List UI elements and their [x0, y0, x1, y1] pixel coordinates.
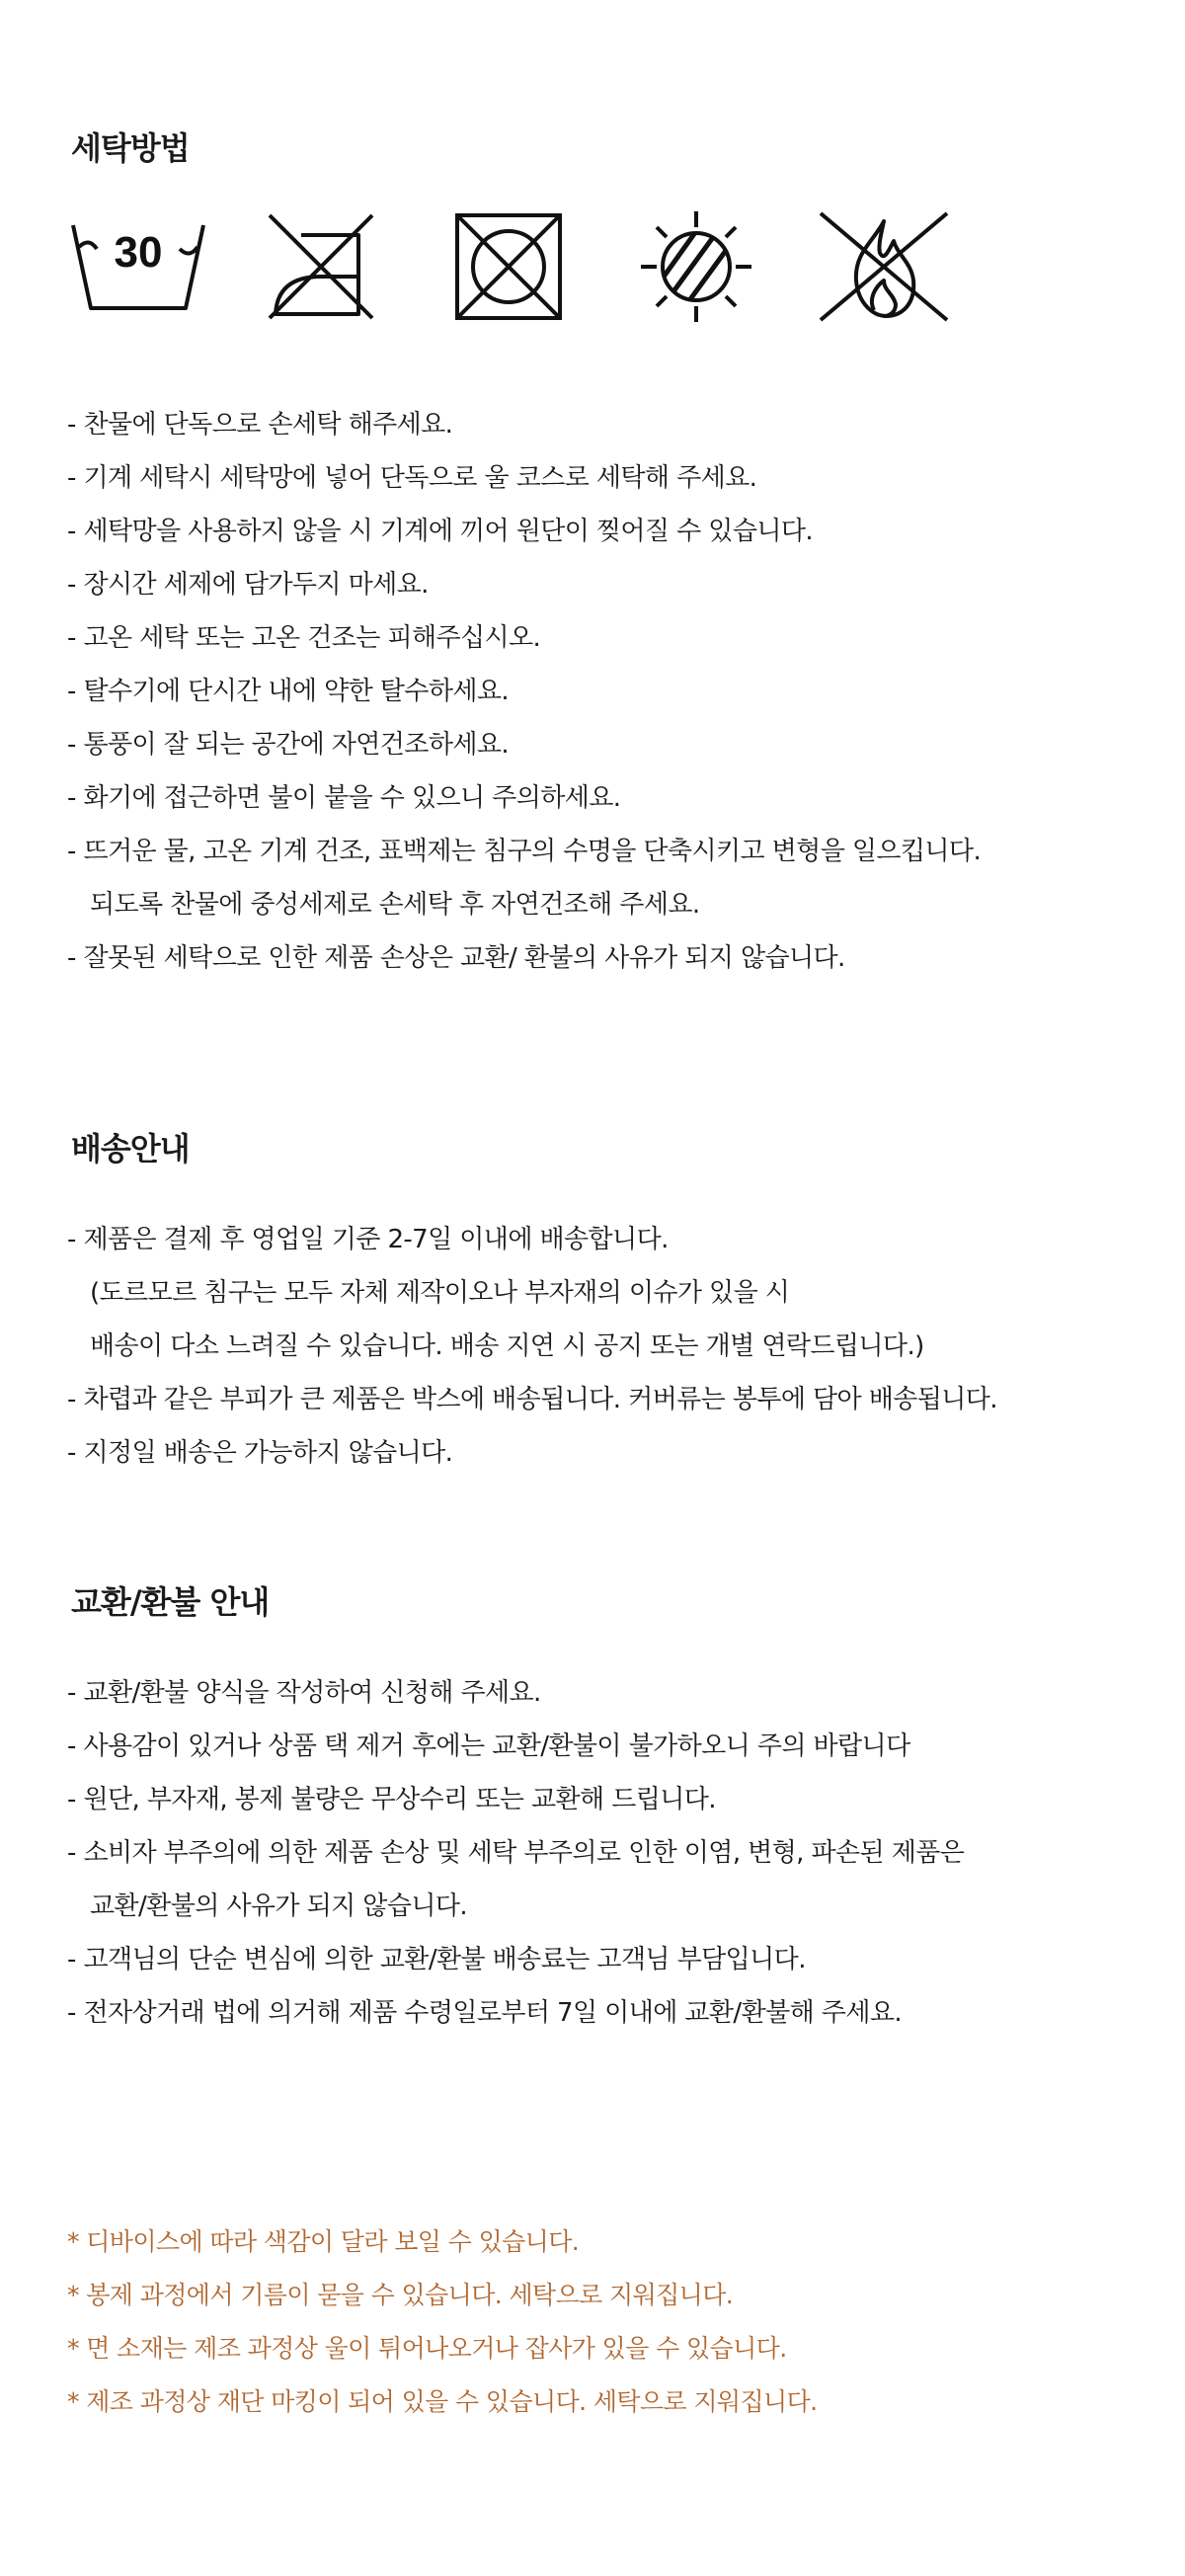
washing-line: 되도록 찬물에 중성세제로 손세탁 후 자연건조해 주세요.: [67, 890, 700, 920]
note-line: * 제조 과정상 재단 마킹이 되어 있을 수 있습니다. 세탁으로 지워집니다.: [67, 2387, 818, 2416]
shipping-line: (도르모르 침구는 모두 자체 제작이오나 부자재의 이슈가 있을 시: [67, 1278, 790, 1308]
washing-line: - 기계 세탁시 세탁망에 넣어 단독으로 울 코스로 세탁해 주세요.: [67, 463, 757, 493]
note-line: * 봉제 과정에서 기름이 묻을 수 있습니다. 세탁으로 지워집니다.: [67, 2281, 734, 2309]
no-dryclean-icon: [449, 207, 568, 326]
care-icons: [69, 207, 958, 336]
no-direct-sun-icon: [637, 207, 755, 326]
washing-line: - 뜨거운 물, 고온 기계 건조, 표백제는 침구의 수명을 단축시키고 변형을 일으킵니다.: [67, 837, 982, 866]
washing-line: - 탈수기에 단시간 내에 약한 탈수하세요.: [67, 677, 510, 706]
washing-instructions: [67, 398, 981, 985]
exchange-line: - 전자상거래 법에 의거해 제품 수령일로부터 7일 이내에 교환/환불해 주세요.: [67, 1998, 903, 2028]
washing-line: - 세탁망을 사용하지 않을 시 기계에 끼어 원단이 찢어질 수 있습니다.: [67, 517, 814, 546]
exchange-line: - 사용감이 있거나 상품 택 제거 후에는 교환/환불이 불가하오니 주의 바랍니다: [67, 1731, 910, 1761]
shipping-line: - 차렵과 같은 부피가 큰 제품은 박스에 배송됩니다. 커버류는 봉투에 담아 배송됩니다.: [67, 1385, 997, 1414]
washing-line: - 통풍이 잘 되는 공간에 자연건조하세요.: [67, 730, 510, 760]
exchange-line: 교환/환불의 사유가 되지 않습니다.: [67, 1892, 468, 1921]
shipping-line: 배송이 다소 느려질 수 있습니다. 배송 지연 시 공지 또는 개별 연락드립니다.): [67, 1331, 924, 1361]
washing-line: - 찬물에 단독으로 손세탁 해주세요.: [67, 410, 453, 440]
washing-line: - 화기에 접근하면 불이 붙을 수 있으니 주의하세요.: [67, 783, 621, 813]
no-fire-icon: [815, 207, 953, 326]
exchange-title: 교환/환불 안내: [71, 1583, 270, 1621]
washing-line: - 고온 세탁 또는 고온 건조는 피해주십시오.: [67, 623, 541, 653]
note-line: * 디바이스에 따라 색감이 달라 보일 수 있습니다.: [67, 2227, 580, 2256]
product-notes: [67, 2215, 817, 2429]
shipping-line: - 제품은 결제 후 영업일 기준 2-7일 이내에 배송합니다.: [67, 1225, 669, 1254]
shipping-line: - 지정일 배송은 가능하지 않습니다.: [67, 1438, 453, 1468]
washing-line: - 장시간 세제에 담가두지 마세요.: [67, 570, 429, 600]
shipping-info: [67, 1213, 997, 1480]
note-line: * 면 소재는 제조 과정상 울이 튀어나오거나 잡사가 있을 수 있습니다.: [67, 2334, 787, 2363]
washing-title: 세탁방법: [71, 129, 190, 167]
exchange-line: - 고객님의 단순 변심에 의한 교환/환불 배송료는 고객님 부담입니다.: [67, 1945, 806, 1974]
exchange-line: - 원단, 부자재, 봉제 불량은 무상수리 또는 교환해 드립니다.: [67, 1785, 716, 1814]
exchange-line: - 교환/환불 양식을 작성하여 신청해 주세요.: [67, 1678, 541, 1708]
shipping-title: 배송안내: [71, 1130, 190, 1167]
exchange-line: - 소비자 부주의에 의한 제품 손상 및 세탁 부주의로 인한 이염, 변형, 파손된 제품은: [67, 1838, 965, 1868]
hand-wash-30-label: 30: [114, 228, 163, 277]
exchange-info: [67, 1666, 964, 2040]
no-tumble-dry-icon: [262, 207, 380, 326]
hand-wash-30-icon: [69, 207, 207, 316]
washing-line: - 잘못된 세탁으로 인한 제품 손상은 교환/ 환불의 사유가 되지 않습니다.: [67, 943, 845, 973]
